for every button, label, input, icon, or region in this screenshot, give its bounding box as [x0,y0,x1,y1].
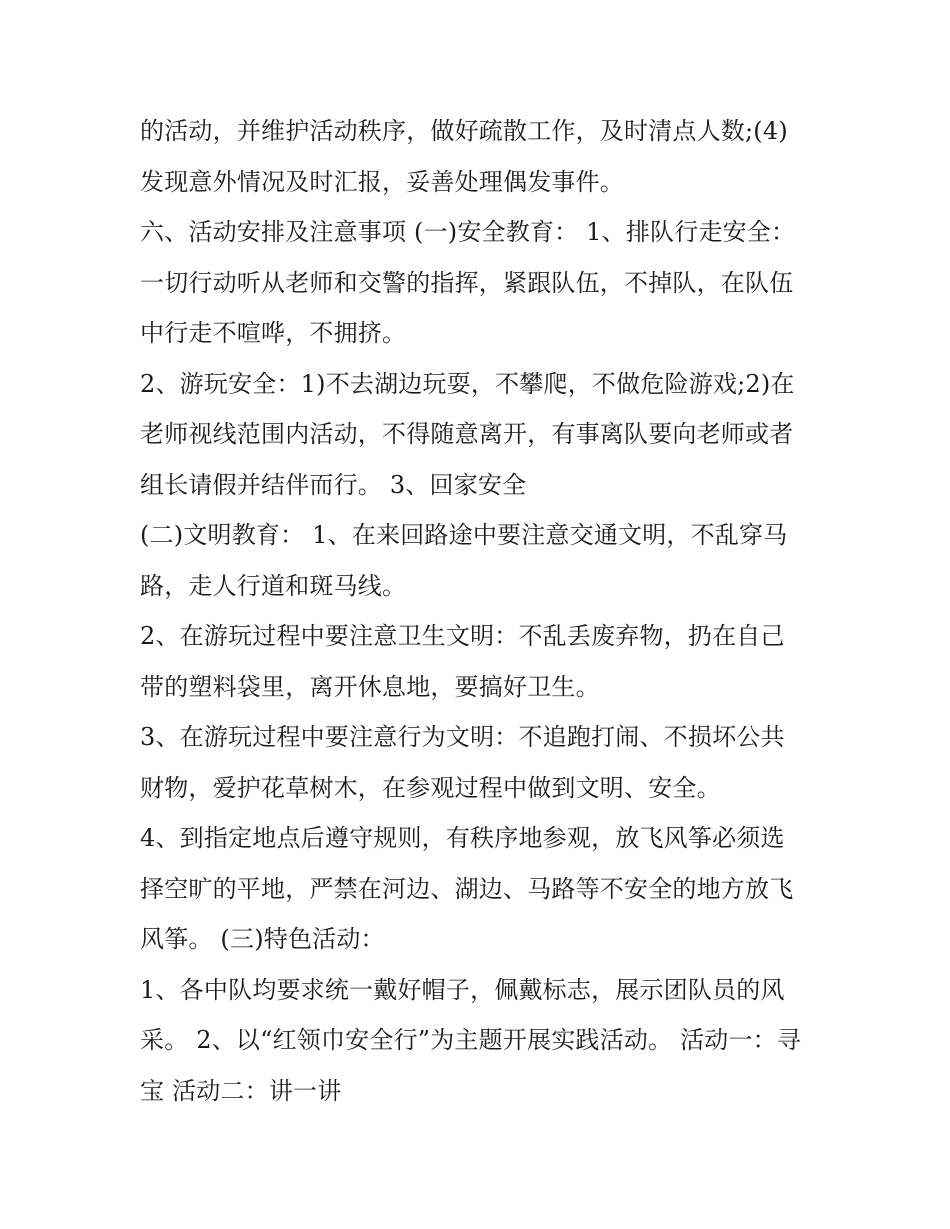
text-line: 2、在游玩过程中要注意卫生文明：不乱丢废弃物，扔在自己 [140,622,785,650]
text-line: 宝 活动二：讲一讲 [140,1076,342,1105]
text-line: 风筝。 (三)特色活动： [140,925,385,953]
text-line: 3、在游玩过程中要注意行为文明：不追跑打闹、不损坏公共 [140,723,785,751]
text-line: 4、到指定地点后遵守规则，有秩序地参观，放飞风筝必须选 [140,824,785,852]
text-line: (二)文明教育： 1、在来回路途中要注意交通文明，不乱穿马 [140,521,788,549]
text-line: 发现意外情况及时汇报，妥善处理偶发事件。 [140,167,624,196]
text-line: 2、游玩安全：1)不去湖边玩耍，不攀爬，不做危险游戏;2)在 [140,369,795,398]
text-line: 中行走不喧哗，不拥挤。 [140,319,407,347]
text-line: 带的塑料袋里，离开休息地，要搞好卫生。 [140,672,600,701]
text-line: 择空旷的平地，严禁在河边、湖边、马路等不安全的地方放飞 [140,874,794,903]
text-line: 老师视线范围内活动，不得随意离开，有事离队要向老师或者 [140,420,794,448]
text-line: 财物，爱护花草树木，在参观过程中做到文明、安全。 [140,773,721,802]
text-line: 组长请假并结伴而行。 3、回家安全 [140,470,527,499]
text-line: 采。 2、以“红领巾安全行”为主题开展实践活动。 活动一：寻 [140,1026,802,1054]
text-line: 六、活动安排及注意事项 (一)安全教育： 1、排队行走安全： [140,218,796,246]
text-line: 1、各中队均要求统一戴好帽子，佩戴标志，展示团队员的风 [140,975,785,1004]
text-line: 路，走人行道和斑马线。 [140,571,407,600]
text-line: 一切行动听从老师和交警的指挥，紧跟队伍，不掉队，在队伍 [140,268,794,297]
text-line: 的活动，并维护活动秩序，做好疏散工作，及时清点人数;(4) [140,117,788,145]
body-text [140,106,820,1116]
